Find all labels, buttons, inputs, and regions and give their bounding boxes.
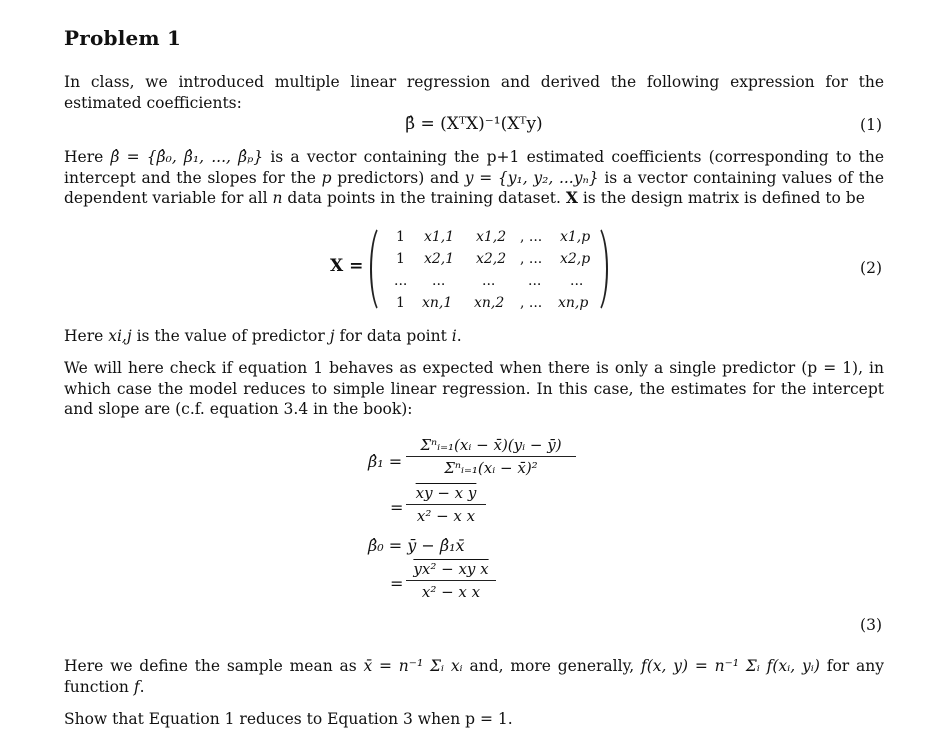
para2-text-6: is the design matrix is defined to be [577,189,865,207]
matrix-cell: 1 [396,295,405,311]
matrix-cell: ... [482,273,496,289]
matrix-row [388,229,598,247]
matrix-cell: x2,p [560,251,591,267]
equals-sign: = [390,498,404,517]
right-paren-icon [582,223,608,315]
function-mean-definition: f(x, y) = n⁻¹ Σᵢ f(xᵢ, yᵢ) [640,657,820,675]
equation-3-number: (3) [860,616,882,634]
beta1-simplified-fraction [406,484,486,525]
para3-text-3: for data point [334,327,452,345]
para2-text-3: predictors) and [331,168,465,187]
predictor-paragraph [64,326,884,347]
beta1-simplified-numerator: xy − x y [415,484,477,502]
j-symbol: j [329,327,335,345]
beta1-lhs: β̂₁ = [368,452,403,471]
para2-text-5: data points in the training dataset. [282,189,566,207]
sample-mean-paragraph [64,656,884,697]
beta0-line: β̂₀ = ȳ − β̂₁x̄ [368,536,465,555]
matrix-cell: 1 [396,229,405,245]
matrix-cell: x1,1 [424,229,455,245]
beta1-fraction [406,436,576,477]
p-symbol: p [321,168,332,187]
matrix-cell: x1,p [560,229,591,245]
matrix-cell: ... [570,273,584,289]
matrix-cell: x1,2 [476,229,507,245]
para2-text-2: is a vector containing the p+1 estimated coefficients (corresponding to the intercept and the slopes for the [64,148,885,187]
matrix-cell: ... [528,273,542,289]
matrix-cell: ... [432,273,446,289]
equation-1-number: (1) [860,116,882,134]
matrix-row [388,295,598,313]
matrix-cell: x2,2 [476,251,507,267]
para3-text-1: Here [64,327,109,345]
para2-text-1: Here [64,148,111,166]
equation-2-number: (2) [860,259,882,277]
beta1-numerator: Σⁿᵢ₌₁(xᵢ − x̄)(yᵢ − ȳ) [420,436,562,454]
para5-text-1: Here we define the sample mean as [64,657,364,675]
para3-text-4: . [456,327,462,345]
matrix-cell: , ... [520,295,543,311]
equals-sign: = [390,574,404,593]
matrix-cell: ... [394,273,408,289]
matrix-row [388,251,598,269]
beta1-denominator: Σⁿᵢ₌₁(xᵢ − x̄)² [444,459,538,477]
simple-regression-paragraph: We will here check if equation 1 behaves as expected when there is only a single predictor (p = 1), in which case the model reduces to simple linear regression. In this case, the estimates for the intercept and slope are (c.f. equation 3.4 in the book): [64,359,884,418]
problem-heading: Problem 1 [64,26,182,50]
fraction-bar [406,580,496,581]
beta0-simplified-numerator: yx² − xy x [413,560,489,578]
matrix-cell: , ... [520,229,543,245]
equation-3 [368,436,628,611]
para5-text-3: for any function [64,657,884,696]
mean-definition: x̄ = n⁻¹ Σᵢ xᵢ [363,657,463,675]
para5-text-2: and, more generally, [462,657,641,675]
intro-paragraph: In class, we introduced multiple linear regression and derived the following expression for the estimated coefficients: [64,73,884,112]
design-matrix [330,223,630,315]
y-set-expr: y = {y₁, y₂, ...yₙ} [464,168,599,187]
matrix-cell: 1 [396,251,405,267]
xij-symbol: xi,j [108,327,132,345]
para5-text-4: . [139,677,145,696]
task-paragraph: Show that Equation 1 reduces to Equation 3 when p = 1. [64,710,513,728]
matrix-row [388,273,598,291]
n-symbol: n [272,189,283,207]
matrix-cell: xn,p [558,295,589,311]
x-symbol: X [565,188,578,207]
matrix-label: X = [330,256,364,276]
fraction-bar [406,456,576,457]
beta0-simplified-fraction [406,560,496,601]
matrix-cell: xn,2 [474,295,505,311]
beta0-simplified-denominator: x² − x x [421,583,481,601]
matrix-cell: xn,1 [422,295,453,311]
matrix-cell: , ... [520,251,543,267]
matrix-cell: x2,1 [424,251,455,267]
i-symbol: i [451,327,457,345]
coefficients-paragraph [64,147,884,209]
para3-text-2: is the value of predictor [131,327,330,345]
equation-1: β̂ = (XᵀX)⁻¹(Xᵀy) [405,114,543,134]
para2-text-4: is a vector containing values of the dependent variable for all [64,168,884,207]
beta-set-expr: β̂ = {β̂₀, β̂₁, ..., β̂ₚ} [110,148,264,166]
beta1-simplified-denominator: x² − x x [416,507,476,525]
f-symbol: f [133,677,140,696]
fraction-bar [406,504,486,505]
